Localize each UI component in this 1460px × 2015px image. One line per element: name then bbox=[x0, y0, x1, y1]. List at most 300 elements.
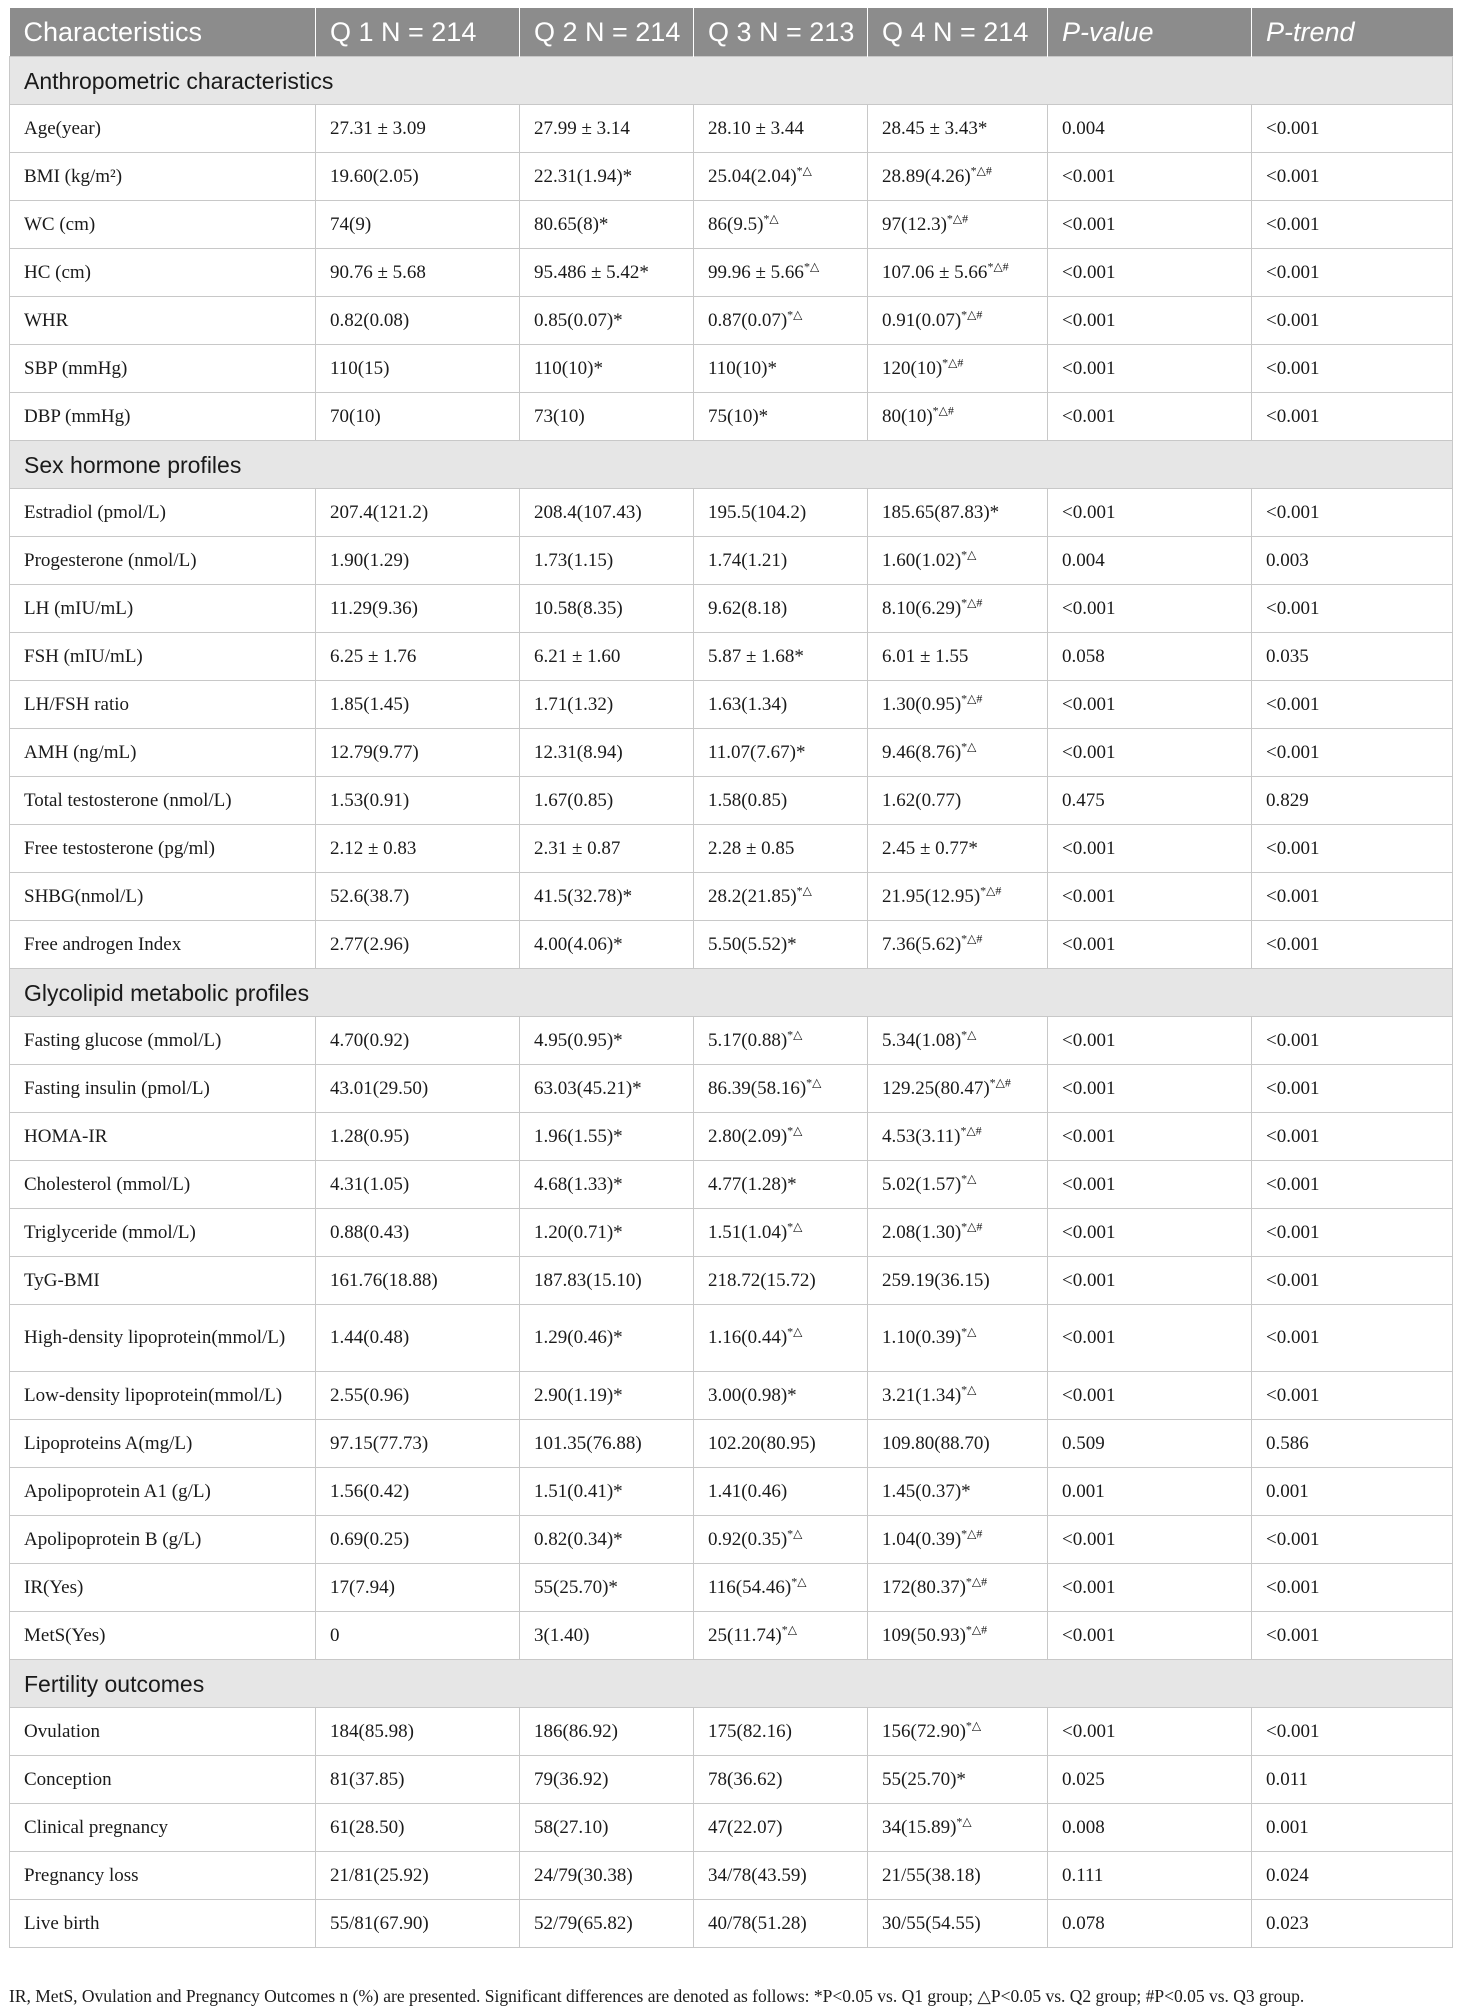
cell-p-value: <0.001 bbox=[1048, 1564, 1252, 1612]
cell-p-trend: <0.001 bbox=[1252, 681, 1453, 729]
cell-q2 bbox=[520, 681, 694, 729]
cell-q3 bbox=[694, 537, 868, 585]
table-row bbox=[10, 393, 1453, 441]
table-row bbox=[10, 297, 1453, 345]
significance-marker: *△# bbox=[961, 931, 983, 946]
table-row bbox=[10, 633, 1453, 681]
cell-q2 bbox=[520, 1756, 694, 1804]
cell-p-value: 0.004 bbox=[1048, 105, 1252, 153]
cell-q4 bbox=[868, 345, 1048, 393]
cell-q2 bbox=[520, 1564, 694, 1612]
cell-value: 6.01 ± 1.55 bbox=[882, 645, 969, 667]
cell-value: 0 bbox=[330, 1624, 340, 1646]
cell-p-trend: <0.001 bbox=[1252, 489, 1453, 537]
significance-marker: *△# bbox=[965, 1574, 988, 1589]
cell-q4 bbox=[868, 1065, 1048, 1113]
cell-value: 5.34(1.08) bbox=[882, 1029, 962, 1051]
cell-p-value: <0.001 bbox=[1048, 729, 1252, 777]
table-row bbox=[10, 1017, 1453, 1065]
cell-q3 bbox=[694, 105, 868, 153]
cell-value: 2.55(0.96) bbox=[330, 1384, 410, 1406]
cell-q3 bbox=[694, 633, 868, 681]
cell-q1 bbox=[316, 1468, 520, 1516]
cell-value: 4.77(1.28)* bbox=[708, 1173, 797, 1195]
cell-p-value: <0.001 bbox=[1048, 153, 1252, 201]
cell-value: 1.30(0.95) bbox=[882, 693, 962, 715]
significance-marker: *△# bbox=[970, 163, 992, 178]
cell-value: 74(9) bbox=[330, 213, 372, 235]
row-label: Fasting insulin (pmol/L) bbox=[10, 1065, 316, 1113]
cell-value: 1.56(0.42) bbox=[330, 1480, 410, 1502]
row-label: WC (cm) bbox=[10, 201, 316, 249]
cell-q3 bbox=[694, 1708, 868, 1756]
cell-value: 8.10(6.29) bbox=[882, 597, 962, 619]
cell-q3 bbox=[694, 1161, 868, 1209]
cell-p-trend: <0.001 bbox=[1252, 1257, 1453, 1305]
cell-p-trend: <0.001 bbox=[1252, 1065, 1453, 1113]
cell-value: 55(25.70)* bbox=[882, 1768, 966, 1790]
cell-p-value: <0.001 bbox=[1048, 585, 1252, 633]
cell-q1 bbox=[316, 1209, 520, 1257]
row-label: TyG-BMI bbox=[10, 1257, 316, 1305]
cell-value: 5.87 ± 1.68* bbox=[708, 645, 804, 667]
cell-q2 bbox=[520, 1708, 694, 1756]
table-row bbox=[10, 1756, 1453, 1804]
cell-value: 107.06 ± 5.66 bbox=[882, 261, 988, 283]
cell-q2 bbox=[520, 1468, 694, 1516]
cell-q1 bbox=[316, 585, 520, 633]
cell-q3 bbox=[694, 1468, 868, 1516]
cell-value: 70(10) bbox=[330, 405, 381, 427]
cell-p-trend: <0.001 bbox=[1252, 1017, 1453, 1065]
cell-q3 bbox=[694, 681, 868, 729]
cell-q4 bbox=[868, 1900, 1048, 1948]
cell-q1 bbox=[316, 729, 520, 777]
table-row bbox=[10, 777, 1453, 825]
cell-q1 bbox=[316, 921, 520, 969]
cell-value: 0.88(0.43) bbox=[330, 1221, 410, 1243]
cell-value: 2.77(2.96) bbox=[330, 933, 410, 955]
table-row bbox=[10, 1564, 1453, 1612]
cell-q4 bbox=[868, 1756, 1048, 1804]
cell-p-value: 0.111 bbox=[1048, 1852, 1252, 1900]
cell-q1 bbox=[316, 537, 520, 585]
cell-q1 bbox=[316, 1852, 520, 1900]
cell-value: 129.25(80.47) bbox=[882, 1077, 990, 1099]
cell-q4 bbox=[868, 489, 1048, 537]
cell-value: 1.53(0.91) bbox=[330, 789, 410, 811]
cell-value: 3(1.40) bbox=[534, 1624, 590, 1646]
cell-q3 bbox=[694, 1017, 868, 1065]
cell-q1 bbox=[316, 1017, 520, 1065]
cell-value: 0.82(0.34)* bbox=[534, 1528, 623, 1550]
cell-value: 186(86.92) bbox=[534, 1720, 618, 1742]
significance-marker: *△ bbox=[787, 1123, 803, 1138]
significance-marker: *△# bbox=[946, 211, 969, 226]
cell-p-trend: <0.001 bbox=[1252, 1516, 1453, 1564]
cell-p-value: <0.001 bbox=[1048, 201, 1252, 249]
cell-value: 34/78(43.59) bbox=[708, 1864, 807, 1886]
cell-q2 bbox=[520, 1420, 694, 1468]
cell-q1 bbox=[316, 201, 520, 249]
cell-q4 bbox=[868, 1804, 1048, 1852]
cell-q2 bbox=[520, 633, 694, 681]
cell-p-trend: 0.035 bbox=[1252, 633, 1453, 681]
section-title: Glycolipid metabolic profiles bbox=[10, 969, 1453, 1017]
cell-p-trend: 0.011 bbox=[1252, 1756, 1453, 1804]
cell-q2 bbox=[520, 1065, 694, 1113]
cell-q3 bbox=[694, 873, 868, 921]
cell-value: 30/55(54.55) bbox=[882, 1912, 981, 1934]
cell-value: 12.31(8.94) bbox=[534, 741, 623, 763]
cell-q4 bbox=[868, 1305, 1048, 1372]
cell-q1 bbox=[316, 1161, 520, 1209]
cell-value: 1.63(1.34) bbox=[708, 693, 788, 715]
cell-value: 34(15.89) bbox=[882, 1816, 957, 1838]
cell-q1 bbox=[316, 1257, 520, 1305]
significance-marker: *△ bbox=[803, 259, 820, 274]
cell-p-value: <0.001 bbox=[1048, 345, 1252, 393]
row-label: Clinical pregnancy bbox=[10, 1804, 316, 1852]
cell-q4 bbox=[868, 1708, 1048, 1756]
significance-marker: *△ bbox=[791, 1574, 807, 1589]
significance-marker: *△ bbox=[787, 1526, 803, 1541]
table-row bbox=[10, 1900, 1453, 1948]
table-row bbox=[10, 489, 1453, 537]
significance-marker: *△ bbox=[781, 1622, 797, 1637]
cell-value: 1.73(1.15) bbox=[534, 549, 614, 571]
cell-q2 bbox=[520, 1612, 694, 1660]
cell-p-trend: <0.001 bbox=[1252, 1113, 1453, 1161]
cell-value: 1.10(0.39) bbox=[882, 1327, 962, 1348]
cell-p-trend: 0.001 bbox=[1252, 1468, 1453, 1516]
cell-q2 bbox=[520, 777, 694, 825]
cell-value: 172(80.37) bbox=[882, 1576, 966, 1598]
cell-value: 1.74(1.21) bbox=[708, 549, 788, 571]
cell-q1 bbox=[316, 681, 520, 729]
cell-q2 bbox=[520, 1017, 694, 1065]
cell-q1 bbox=[316, 1804, 520, 1852]
cell-value: 259.19(36.15) bbox=[882, 1269, 990, 1291]
significance-marker: *△# bbox=[980, 883, 1002, 898]
cell-q1 bbox=[316, 1420, 520, 1468]
cell-q4 bbox=[868, 1420, 1048, 1468]
significance-marker: *△# bbox=[961, 307, 983, 322]
row-label: Fasting glucose (mmol/L) bbox=[10, 1017, 316, 1065]
significance-marker: *△ bbox=[961, 547, 977, 562]
cell-p-trend: 0.001 bbox=[1252, 1804, 1453, 1852]
cell-value: 218.72(15.72) bbox=[708, 1269, 816, 1291]
cell-q2 bbox=[520, 921, 694, 969]
cell-q1 bbox=[316, 825, 520, 873]
cell-q1 bbox=[316, 489, 520, 537]
cell-q2 bbox=[520, 537, 694, 585]
cell-value: 24/79(30.38) bbox=[534, 1864, 633, 1886]
significance-marker: *△# bbox=[961, 1526, 983, 1541]
cell-q2 bbox=[520, 873, 694, 921]
cell-q4 bbox=[868, 1468, 1048, 1516]
row-label: Free testosterone (pg/ml) bbox=[10, 825, 316, 873]
significance-marker: *△# bbox=[961, 691, 983, 706]
cell-q4 bbox=[868, 873, 1048, 921]
cell-value: 2.80(2.09) bbox=[708, 1125, 788, 1147]
cell-p-value: 0.078 bbox=[1048, 1900, 1252, 1948]
cell-value: 97.15(77.73) bbox=[330, 1432, 429, 1454]
cell-value: 21/55(38.18) bbox=[882, 1864, 981, 1886]
significance-marker: *△ bbox=[763, 211, 779, 226]
row-label: Estradiol (pmol/L) bbox=[10, 489, 316, 537]
row-label: IR(Yes) bbox=[10, 1564, 316, 1612]
cell-value: 4.68(1.33)* bbox=[534, 1173, 623, 1195]
cell-q3 bbox=[694, 921, 868, 969]
cell-q1 bbox=[316, 393, 520, 441]
significance-marker: *△ bbox=[961, 739, 977, 754]
cell-value: 78(36.62) bbox=[708, 1768, 783, 1790]
row-label: HC (cm) bbox=[10, 249, 316, 297]
cell-value: 110(10)* bbox=[534, 357, 603, 379]
cell-value: 12.79(9.77) bbox=[330, 741, 419, 763]
cell-value: 3.00(0.98)* bbox=[708, 1384, 797, 1406]
cell-value: 43.01(29.50) bbox=[330, 1077, 429, 1099]
cell-value: 25(11.74) bbox=[708, 1624, 782, 1646]
section-header-row bbox=[10, 969, 1453, 1017]
table-row bbox=[10, 1065, 1453, 1113]
row-label: BMI (kg/m²) bbox=[10, 153, 316, 201]
table-row bbox=[10, 201, 1453, 249]
table-row bbox=[10, 873, 1453, 921]
significance-marker: *△ bbox=[787, 1027, 803, 1042]
row-label: HOMA-IR bbox=[10, 1113, 316, 1161]
cell-value: 11.29(9.36) bbox=[330, 597, 418, 619]
cell-q3 bbox=[694, 1516, 868, 1564]
cell-q1 bbox=[316, 249, 520, 297]
cell-value: 9.46(8.76) bbox=[882, 741, 962, 763]
cell-value: 0.91(0.07) bbox=[882, 309, 962, 331]
cell-q4 bbox=[868, 921, 1048, 969]
cell-q4 bbox=[868, 153, 1048, 201]
cell-value: 4.00(4.06)* bbox=[534, 933, 623, 955]
cell-value: 161.76(18.88) bbox=[330, 1269, 438, 1291]
cell-value: 1.29(0.46)* bbox=[534, 1327, 623, 1348]
header-q2: Q 2 N = 214 bbox=[520, 8, 694, 57]
cell-value: 1.62(0.77) bbox=[882, 789, 962, 811]
cell-q3 bbox=[694, 1065, 868, 1113]
row-label: Apolipoprotein A1 (g/L) bbox=[10, 1468, 316, 1516]
cell-value: 25.04(2.04) bbox=[708, 165, 797, 187]
cell-value: 80(10) bbox=[882, 405, 933, 427]
cell-q4 bbox=[868, 1017, 1048, 1065]
cell-value: 63.03(45.21)* bbox=[534, 1077, 642, 1099]
cell-q3 bbox=[694, 1209, 868, 1257]
cell-value: 156(72.90) bbox=[882, 1720, 966, 1742]
cell-value: 102.20(80.95) bbox=[708, 1432, 816, 1454]
cell-value: 1.44(0.48) bbox=[330, 1327, 410, 1348]
cell-value: 0.92(0.35) bbox=[708, 1528, 788, 1550]
table-header-row bbox=[10, 8, 1453, 57]
cell-p-trend: <0.001 bbox=[1252, 393, 1453, 441]
cell-value: 99.96 ± 5.66 bbox=[708, 261, 804, 283]
cell-q3 bbox=[694, 777, 868, 825]
table-row bbox=[10, 1804, 1453, 1852]
cell-q2 bbox=[520, 393, 694, 441]
cell-value: 81(37.85) bbox=[330, 1768, 405, 1790]
cell-value: 2.08(1.30) bbox=[882, 1221, 962, 1243]
cell-value: 4.53(3.11) bbox=[882, 1125, 961, 1147]
section-header-row bbox=[10, 1660, 1453, 1708]
row-label: Pregnancy loss bbox=[10, 1852, 316, 1900]
cell-q1 bbox=[316, 1516, 520, 1564]
characteristics-table bbox=[9, 8, 1453, 1948]
section-title: Fertility outcomes bbox=[10, 1660, 1453, 1708]
cell-value: 9.62(8.18) bbox=[708, 597, 788, 619]
cell-q4 bbox=[868, 105, 1048, 153]
cell-q1 bbox=[316, 1756, 520, 1804]
significance-marker: *△ bbox=[961, 1382, 977, 1397]
cell-p-trend: <0.001 bbox=[1252, 825, 1453, 873]
cell-p-value: <0.001 bbox=[1048, 1161, 1252, 1209]
cell-q2 bbox=[520, 249, 694, 297]
cell-value: 28.89(4.26) bbox=[882, 165, 971, 187]
cell-p-value: <0.001 bbox=[1048, 1612, 1252, 1660]
cell-p-trend: 0.003 bbox=[1252, 537, 1453, 585]
cell-q4 bbox=[868, 297, 1048, 345]
cell-q2 bbox=[520, 825, 694, 873]
significance-marker: *△# bbox=[942, 355, 964, 370]
cell-value: 6.25 ± 1.76 bbox=[330, 645, 417, 667]
cell-q2 bbox=[520, 489, 694, 537]
cell-value: 101.35(76.88) bbox=[534, 1432, 642, 1454]
significance-marker: *△ bbox=[961, 1027, 977, 1042]
cell-q2 bbox=[520, 1257, 694, 1305]
section-title: Anthropometric characteristics bbox=[10, 57, 1453, 105]
row-label: SBP (mmHg) bbox=[10, 345, 316, 393]
table-row bbox=[10, 681, 1453, 729]
cell-q3 bbox=[694, 153, 868, 201]
cell-value: 187.83(15.10) bbox=[534, 1269, 642, 1291]
cell-p-value: <0.001 bbox=[1048, 1065, 1252, 1113]
cell-q2 bbox=[520, 345, 694, 393]
cell-q1 bbox=[316, 1564, 520, 1612]
cell-q2 bbox=[520, 1161, 694, 1209]
significance-marker: *△# bbox=[932, 403, 954, 418]
table-row bbox=[10, 825, 1453, 873]
section-title: Sex hormone profiles bbox=[10, 441, 1453, 489]
cell-p-value: <0.001 bbox=[1048, 1516, 1252, 1564]
cell-value: 1.58(0.85) bbox=[708, 789, 788, 811]
cell-value: 2.90(1.19)* bbox=[534, 1384, 623, 1406]
table-row bbox=[10, 345, 1453, 393]
cell-value: 86.39(58.16) bbox=[708, 1077, 807, 1099]
cell-value: 21/81(25.92) bbox=[330, 1864, 429, 1886]
cell-q4 bbox=[868, 1161, 1048, 1209]
significance-marker: *△ bbox=[956, 1814, 972, 1829]
cell-value: 21.95(12.95) bbox=[882, 885, 981, 907]
cell-q4 bbox=[868, 585, 1048, 633]
cell-p-trend: 0.829 bbox=[1252, 777, 1453, 825]
cell-value: 1.51(0.41)* bbox=[534, 1480, 623, 1502]
cell-value: 2.28 ± 0.85 bbox=[708, 837, 795, 859]
header-q3: Q 3 N = 213 bbox=[694, 8, 868, 57]
cell-value: 52.6(38.7) bbox=[330, 885, 410, 907]
cell-value: 2.12 ± 0.83 bbox=[330, 837, 417, 859]
table-row bbox=[10, 1612, 1453, 1660]
significance-marker: *△# bbox=[960, 1123, 982, 1138]
cell-p-value: 0.509 bbox=[1048, 1420, 1252, 1468]
cell-p-value: <0.001 bbox=[1048, 249, 1252, 297]
cell-q4 bbox=[868, 249, 1048, 297]
cell-q3 bbox=[694, 1900, 868, 1948]
row-label: Free androgen Index bbox=[10, 921, 316, 969]
cell-q2 bbox=[520, 1516, 694, 1564]
cell-q3 bbox=[694, 1305, 868, 1372]
significance-marker: *△ bbox=[961, 1171, 977, 1186]
cell-value: 58(27.10) bbox=[534, 1816, 609, 1838]
cell-value: 175(82.16) bbox=[708, 1720, 792, 1742]
table-row bbox=[10, 1372, 1453, 1420]
cell-value: 116(54.46) bbox=[708, 1576, 792, 1598]
cell-value: 11.07(7.67)* bbox=[708, 741, 806, 763]
cell-q4 bbox=[868, 633, 1048, 681]
cell-value: 47(22.07) bbox=[708, 1816, 783, 1838]
row-label: Apolipoprotein B (g/L) bbox=[10, 1516, 316, 1564]
table-row bbox=[10, 1209, 1453, 1257]
table-row bbox=[10, 921, 1453, 969]
row-label: Age(year) bbox=[10, 105, 316, 153]
cell-q4 bbox=[868, 201, 1048, 249]
cell-value: 7.36(5.62) bbox=[882, 933, 962, 955]
table-row bbox=[10, 1161, 1453, 1209]
cell-value: 0.87(0.07) bbox=[708, 309, 788, 331]
significance-marker: *△ bbox=[787, 1324, 803, 1339]
cell-q2 bbox=[520, 201, 694, 249]
row-label: Live birth bbox=[10, 1900, 316, 1948]
section-header-row bbox=[10, 57, 1453, 105]
cell-p-trend: <0.001 bbox=[1252, 105, 1453, 153]
table-row bbox=[10, 1852, 1453, 1900]
cell-q2 bbox=[520, 1209, 694, 1257]
cell-q4 bbox=[868, 1257, 1048, 1305]
header-p-value: P-value bbox=[1048, 8, 1252, 57]
cell-value: 61(28.50) bbox=[330, 1816, 405, 1838]
cell-p-trend: <0.001 bbox=[1252, 1305, 1453, 1372]
cell-value: 86(9.5) bbox=[708, 213, 764, 235]
cell-q4 bbox=[868, 1564, 1048, 1612]
cell-value: 184(85.98) bbox=[330, 1720, 414, 1742]
significance-marker: *△# bbox=[987, 259, 1009, 274]
cell-p-trend: <0.001 bbox=[1252, 297, 1453, 345]
cell-p-trend: <0.001 bbox=[1252, 729, 1453, 777]
row-label: FSH (mIU/mL) bbox=[10, 633, 316, 681]
cell-p-value: <0.001 bbox=[1048, 1305, 1252, 1372]
cell-q4 bbox=[868, 825, 1048, 873]
cell-value: 1.60(1.02) bbox=[882, 549, 962, 571]
cell-q2 bbox=[520, 1804, 694, 1852]
cell-p-trend: <0.001 bbox=[1252, 921, 1453, 969]
cell-p-value: <0.001 bbox=[1048, 489, 1252, 537]
cell-value: 10.58(8.35) bbox=[534, 597, 623, 619]
cell-p-trend: <0.001 bbox=[1252, 249, 1453, 297]
cell-p-value: 0.475 bbox=[1048, 777, 1252, 825]
cell-q4 bbox=[868, 1516, 1048, 1564]
cell-value: 2.45 ± 0.77* bbox=[882, 837, 978, 859]
row-label: MetS(Yes) bbox=[10, 1612, 316, 1660]
cell-q1 bbox=[316, 105, 520, 153]
cell-q3 bbox=[694, 1852, 868, 1900]
cell-value: 0.85(0.07)* bbox=[534, 309, 623, 331]
cell-value: 3.21(1.34) bbox=[882, 1384, 962, 1406]
cell-p-trend: <0.001 bbox=[1252, 873, 1453, 921]
significance-marker: *△# bbox=[961, 1219, 983, 1234]
